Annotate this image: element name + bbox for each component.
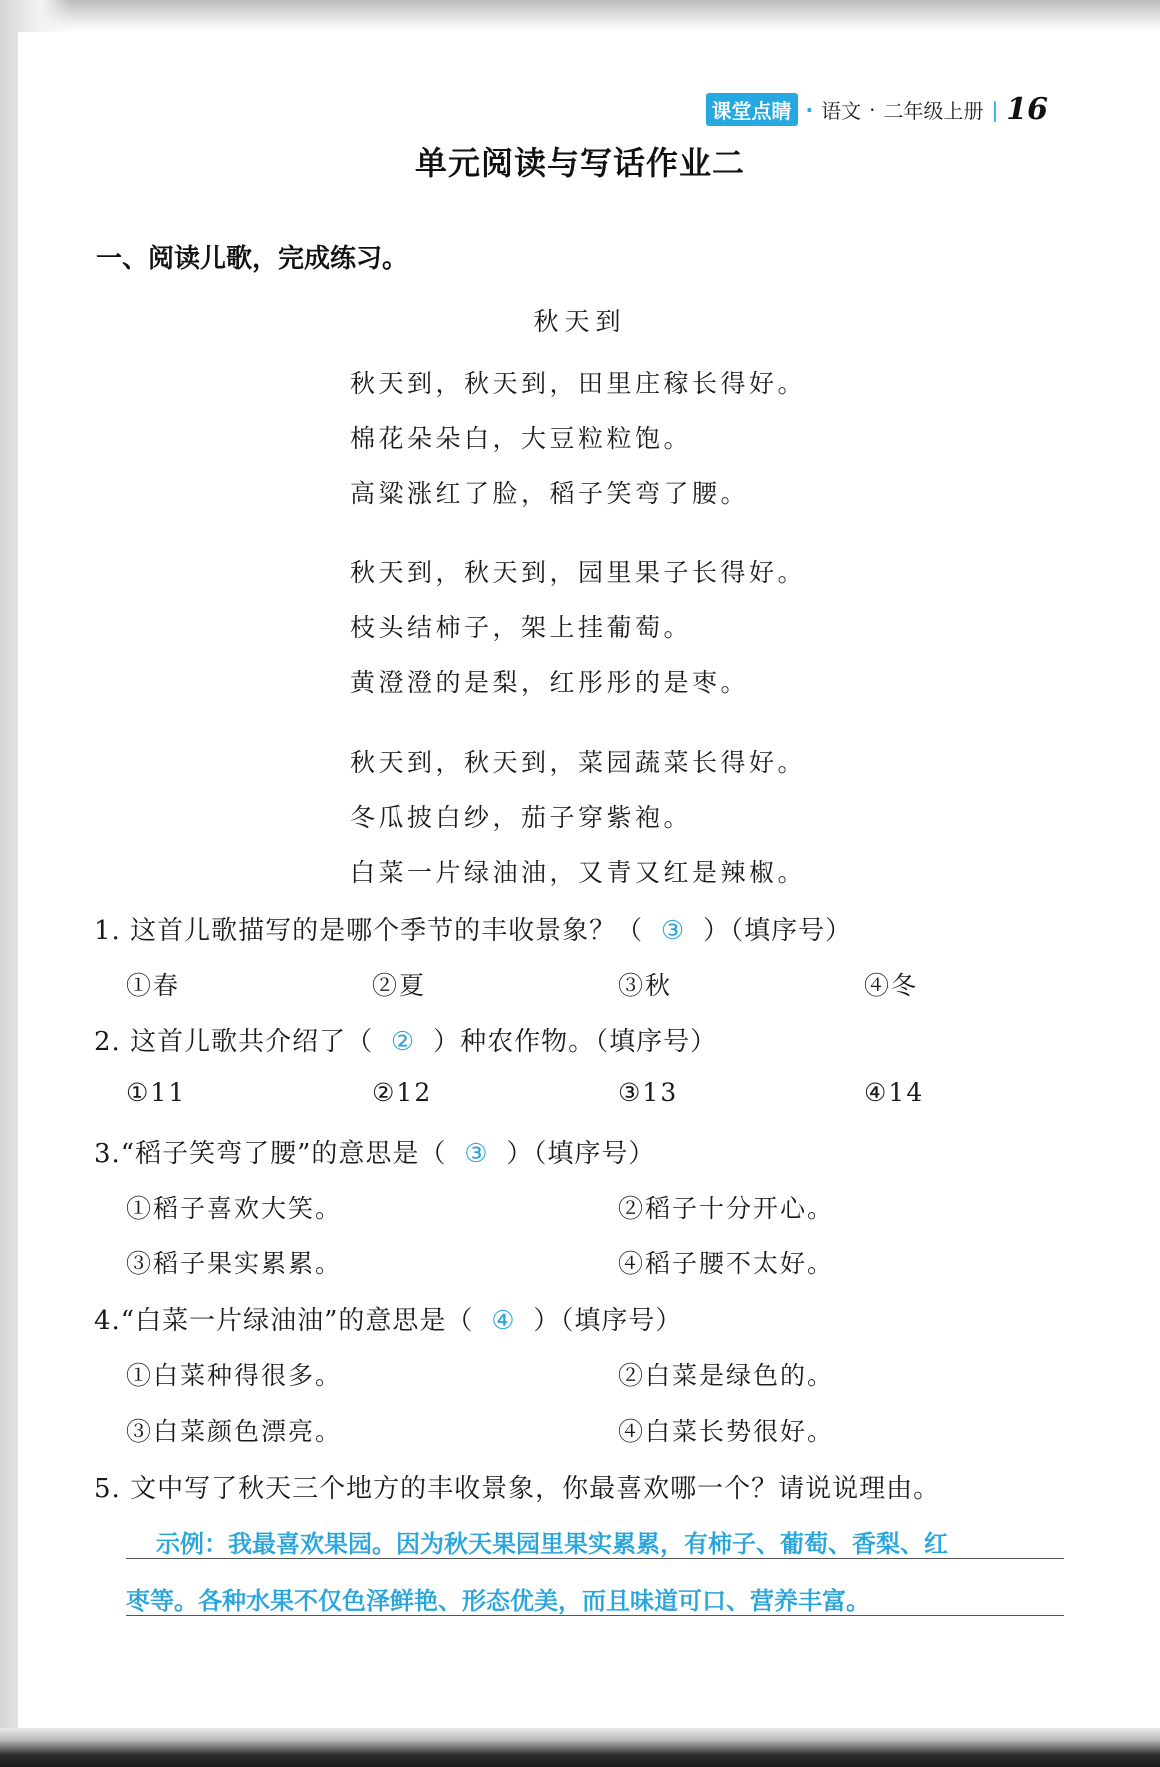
answer-underline xyxy=(126,1615,1064,1616)
poem-line: 棉花朵朵白，大豆粒粒饱。 xyxy=(350,424,693,453)
poem-line: 秋天到，秋天到，菜园蔬菜长得好。 xyxy=(350,748,807,777)
poem-line: 白菜一片绿油油，又青又红是辣椒。 xyxy=(350,858,807,887)
option: ④14 xyxy=(864,1078,925,1107)
header-dot-2: · xyxy=(869,97,876,122)
question-2 xyxy=(94,1021,717,1058)
option: ④白菜长势很好。 xyxy=(618,1417,835,1446)
page-header xyxy=(706,92,1048,127)
poem-title: 秋天到 xyxy=(533,307,627,336)
poem-line: 黄澄澄的是梨，红彤彤的是枣。 xyxy=(350,668,750,697)
poem-line: 秋天到，秋天到，田里庄稼长得好。 xyxy=(350,369,807,398)
option: ①稻子喜欢大笑。 xyxy=(126,1194,343,1223)
poem-line: 高粱涨红了脸，稻子笑弯了腰。 xyxy=(350,479,750,508)
option: ②白菜是绿色的。 xyxy=(618,1361,835,1390)
page-title: 单元阅读与写话作业二 xyxy=(414,144,745,182)
question-suffix: ）（填序号） xyxy=(533,1306,683,1336)
question-suffix: ）（填序号） xyxy=(703,916,853,946)
question-1 xyxy=(94,910,852,947)
question-text: 4.“白菜一片绿油油”的意思是（ xyxy=(94,1306,474,1336)
question-4 xyxy=(94,1300,682,1337)
option: ③白菜颜色漂亮。 xyxy=(126,1417,343,1446)
header-badge: 课堂点睛 xyxy=(706,93,798,126)
option: ①春 xyxy=(126,971,181,1000)
answer-mark: ② xyxy=(390,1027,416,1057)
question-text: 2. 这首儿歌共介绍了（ xyxy=(94,1027,374,1057)
page-number: 16 xyxy=(1006,92,1048,127)
header-pipe: | xyxy=(991,97,999,122)
option: ①白菜种得很多。 xyxy=(126,1361,343,1390)
section-heading: 一、阅读儿歌，完成练习。 xyxy=(96,244,409,274)
poem-line: 秋天到，秋天到，园里果子长得好。 xyxy=(350,558,807,587)
option: ②夏 xyxy=(372,971,427,1000)
option: ①11 xyxy=(126,1078,187,1107)
question-5 xyxy=(94,1468,940,1505)
page-top-shadow xyxy=(0,0,1160,32)
poem-line: 枝头结柿子，架上挂葡萄。 xyxy=(350,613,693,642)
option: ③稻子果实累累。 xyxy=(126,1249,343,1278)
option: ③13 xyxy=(618,1078,679,1107)
header-subject: 语文 xyxy=(821,99,862,123)
answer-text: 枣等。各种水果不仅色泽鲜艳、形态优美，而且味道可口、营养丰富。 xyxy=(126,1587,870,1615)
question-text: 5. 文中写了秋天三个地方的丰收景象，你最喜欢哪一个？请说说理由。 xyxy=(94,1474,941,1504)
answer-mark: ③ xyxy=(660,916,686,946)
answer-text: 示例：我最喜欢果园。因为秋天果园里果实累累，有柿子、葡萄、香梨、红 xyxy=(156,1530,948,1558)
option: ②稻子十分开心。 xyxy=(618,1194,835,1223)
option: ④稻子腰不太好。 xyxy=(618,1249,835,1278)
option: ②12 xyxy=(372,1078,433,1107)
header-grade: 二年级上册 xyxy=(883,99,984,123)
question-suffix: ）种农作物。（填序号） xyxy=(433,1027,718,1057)
answer-underline xyxy=(126,1558,1064,1559)
answer-mark: ④ xyxy=(491,1306,516,1336)
option: ④冬 xyxy=(864,971,919,1000)
screen-bottom-bar xyxy=(0,1728,1160,1767)
question-text: 1. 这首儿歌描写的是哪个季节的丰收景象？（ xyxy=(94,916,644,946)
answer-mark: ③ xyxy=(464,1139,489,1169)
option: ③秋 xyxy=(618,971,673,1000)
question-suffix: ）（填序号） xyxy=(506,1139,656,1169)
question-3 xyxy=(94,1133,655,1170)
header-dot: · xyxy=(805,97,814,122)
poem-line: 冬瓜披白纱，茄子穿紫袍。 xyxy=(350,803,693,832)
question-text: 3.“稻子笑弯了腰”的意思是（ xyxy=(94,1139,447,1169)
